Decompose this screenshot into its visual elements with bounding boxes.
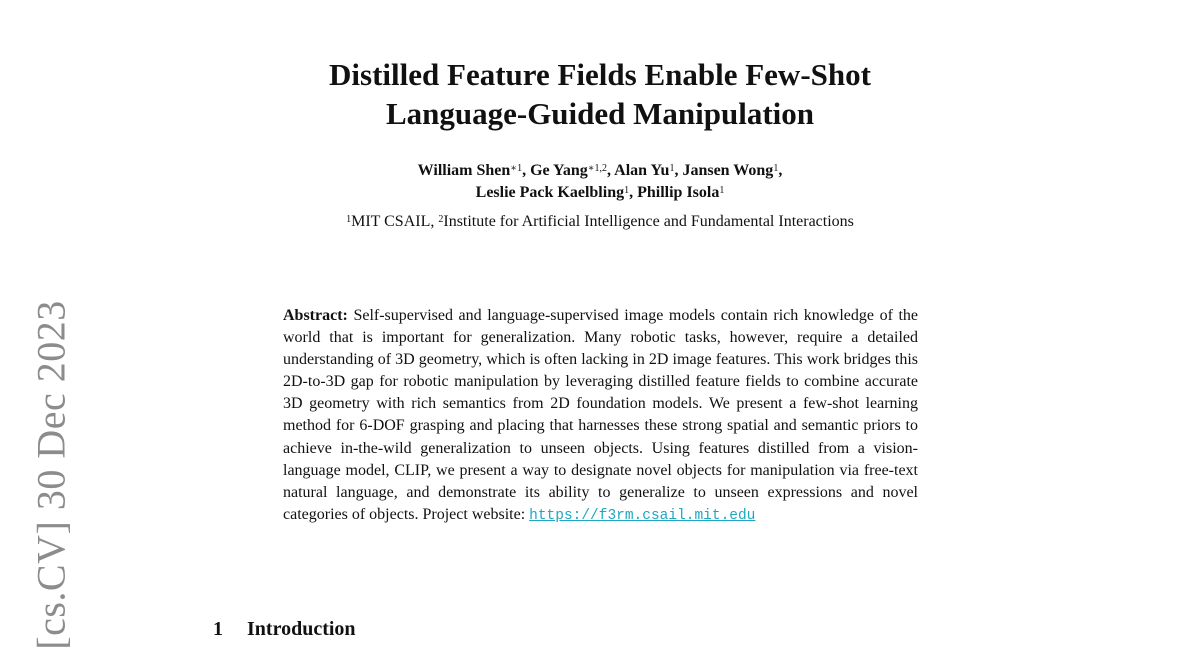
- author-affiliation-mark: 1: [624, 185, 630, 196]
- author-line-2: [200, 182, 1000, 204]
- arxiv-stamp: [28, 300, 74, 650]
- title-line-1: Distilled Feature Fields Enable Few-Shot: [329, 57, 871, 92]
- author-name: Leslie Pack Kaelbling: [475, 184, 625, 201]
- project-website-link[interactable]: https://f3rm.csail.mit.edu: [529, 507, 756, 524]
- affiliation-mark: 2: [438, 214, 444, 225]
- abstract-label: Abstract:: [283, 307, 348, 324]
- affiliation-name: Institute for Artificial Intelligence and Fundamental Interactions: [443, 213, 854, 230]
- author-separator: ,: [778, 162, 783, 179]
- author-affiliation-mark: 1: [669, 163, 675, 174]
- author-affiliation-mark: ∗1: [510, 163, 523, 174]
- section-number: 1: [213, 618, 223, 640]
- affiliation-mark: 1: [346, 214, 352, 225]
- author-name: Ge Yang: [530, 162, 588, 179]
- author-separator: ,: [674, 162, 683, 179]
- abstract: [283, 305, 918, 527]
- author-name: Jansen Wong: [682, 162, 774, 179]
- title-line-2: Language-Guided Manipulation: [385, 96, 815, 131]
- author-affiliation-mark: ∗1,2: [587, 163, 608, 174]
- author-list: [200, 160, 1000, 204]
- author-affiliation-mark: 1: [719, 185, 725, 196]
- author-affiliation-mark: 1: [773, 163, 779, 174]
- affiliation-separator: ,: [430, 213, 439, 230]
- author-name: Phillip Isola: [637, 184, 720, 201]
- section-title: Introduction: [247, 618, 356, 640]
- paper-title: [200, 55, 1000, 133]
- arxiv-stamp-text: [cs.CV] 30 Dec 2023: [28, 300, 74, 650]
- abstract-text: Self-supervised and language-supervised image models contain rich knowledge of the world that is important for generalization. Many robotic tasks, however, require a detailed understanding of 3D geometry, which is often lacking in 2D image features. This work bridges this 2D-to-3D gap for robotic manipulation by leveraging distilled feature fields to combine accurate 3D geometry with rich semantics from 2D foundation models. We present a few-shot learning method for 6-DOF grasping and placing that harnesses these strong spatial and semantic priors to achieve in-the-wild generalization to unseen objects. Using features distilled from a vision-language model, CLIP, we present a way to designate novel objects for manipulation via free-text natural language, and demonstrate its ability to generalize to unseen expressions and novel categories of objects. Project website:: [283, 307, 918, 523]
- author-separator: ,: [522, 162, 531, 179]
- author-separator: ,: [629, 184, 638, 201]
- section-heading-introduction: [213, 616, 356, 642]
- author-line-1: [200, 160, 1000, 182]
- author-name: Alan Yu: [614, 162, 670, 179]
- author-separator: ,: [607, 162, 615, 179]
- affiliation-name: MIT CSAIL: [351, 213, 431, 230]
- author-name: William Shen: [417, 162, 511, 179]
- affiliations: [200, 211, 1000, 233]
